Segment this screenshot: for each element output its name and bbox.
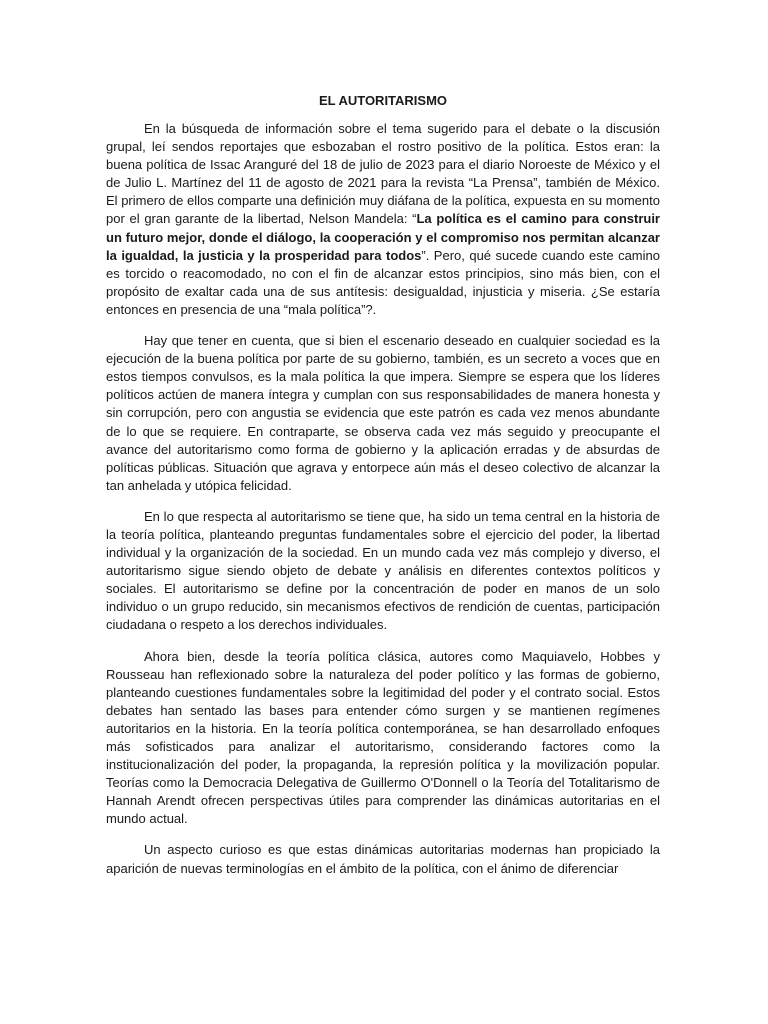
paragraph-3: En lo que respecta al autoritarismo se tiene que, ha sido un tema central en la historia de la teoría política, planteando preguntas fundamentales sobre el ejercicio del poder, la libertad individual y la organización de la sociedad. En un mundo cada vez más complejo y diverso, el autoritarismo sigue siendo objeto de debate y análisis en diferentes contextos políticos y sociales. El autoritarismo se define por la concentración de poder en manos de un solo individuo o un grupo reducido, sin mecanismos efectivos de rendición de cuentas, participación ciudadana o respeto a los derechos individuales.	[106, 508, 660, 633]
document-page	[106, 92, 660, 891]
paragraph-1-intro: En la búsqueda de información sobre el tema sugerido para el debate o la discusión grupal, leí sendos reportajes que esbozaban el rostro positivo de la política. Estos eran: la buena política de Issac Aranguré del 18 de julio de 2023 para el diario Noroeste de México y el de Julio L. Martínez del 11 de agosto de 2021 para la revista “La Prensa”, también de México. El primero de ellos comparte una definición muy diáfana de la política, expuesta en su momento por el gran garante de la libertad, Nelson Mandela: “	[106, 121, 660, 227]
paragraph-1	[106, 120, 660, 319]
paragraph-2: Hay que tener en cuenta, que si bien el escenario deseado en cualquier sociedad es la ejecución de la buena política por parte de su gobierno, también, es un secreto a voces que en estos tiempos convulsos, es la mala política la que impera. Siempre se espera que los líderes políticos actúen de manera íntegra y cumplan con sus responsabilidades de manera honesta y sin corrupción, pero con angustia se evidencia que este patrón es cada vez menos abundante de lo que se requiere. En contraparte, se observa cada vez más seguido y preocupante el avance del autoritarismo como forma de gobierno y la aplicación erradas y de absurdas de políticas públicas. Situación que agrava y entorpece aún más el deseo colectivo de alcanzar la tan anhelada y utópica felicidad.	[106, 333, 660, 493]
paragraph-5: Un aspecto curioso es que estas dinámicas autoritarias modernas han propiciado la aparición de nuevas terminologías en el ámbito de la política, con el ánimo de diferenciar	[106, 842, 660, 876]
paragraph-4: Ahora bien, desde la teoría política clásica, autores como Maquiavelo, Hobbes y Rousseau han reflexionado sobre la naturaleza del poder político y las formas de gobierno, planteando cuestiones fundamentales sobre la legitimidad del poder y el contrato social. Estos debates han sentado las bases para entender cómo surgen y se mantienen regímenes autoritarios en la historia. En la teoría política contemporánea, se han desarrollado enfoques más sofisticados para analizar el autoritarismo, considerando factores como la institucionalización del poder, la propaganda, la represión política y la movilización popular. Teorías como la Democracia Delegativa de Guillermo O'Donnell o la Teoría del Totalitarismo de Hannah Arendt ofrecen perspectivas útiles para comprender las dinámicas autoritarias en el mundo actual.	[106, 648, 660, 827]
paragraph-1-rest: ”. Pero, qué sucede cuando este camino es torcido o reacomodado, no con el fin de alcanzar estos principios, sino más bien, con el propósito de exaltar cada una de sus antítesis: desigualdad, injusticia y miseria. ¿Se estaría entonces en presencia de una “mala política”?.	[106, 247, 660, 317]
document-title: EL AUTORITARISMO	[318, 93, 448, 108]
mandela-quote: La política es el camino para construir un futuro mejor, donde el diálogo, la cooperación y el compromiso nos permitan alcanzar la igualdad, la justicia y la prosperidad para todos	[106, 211, 660, 263]
